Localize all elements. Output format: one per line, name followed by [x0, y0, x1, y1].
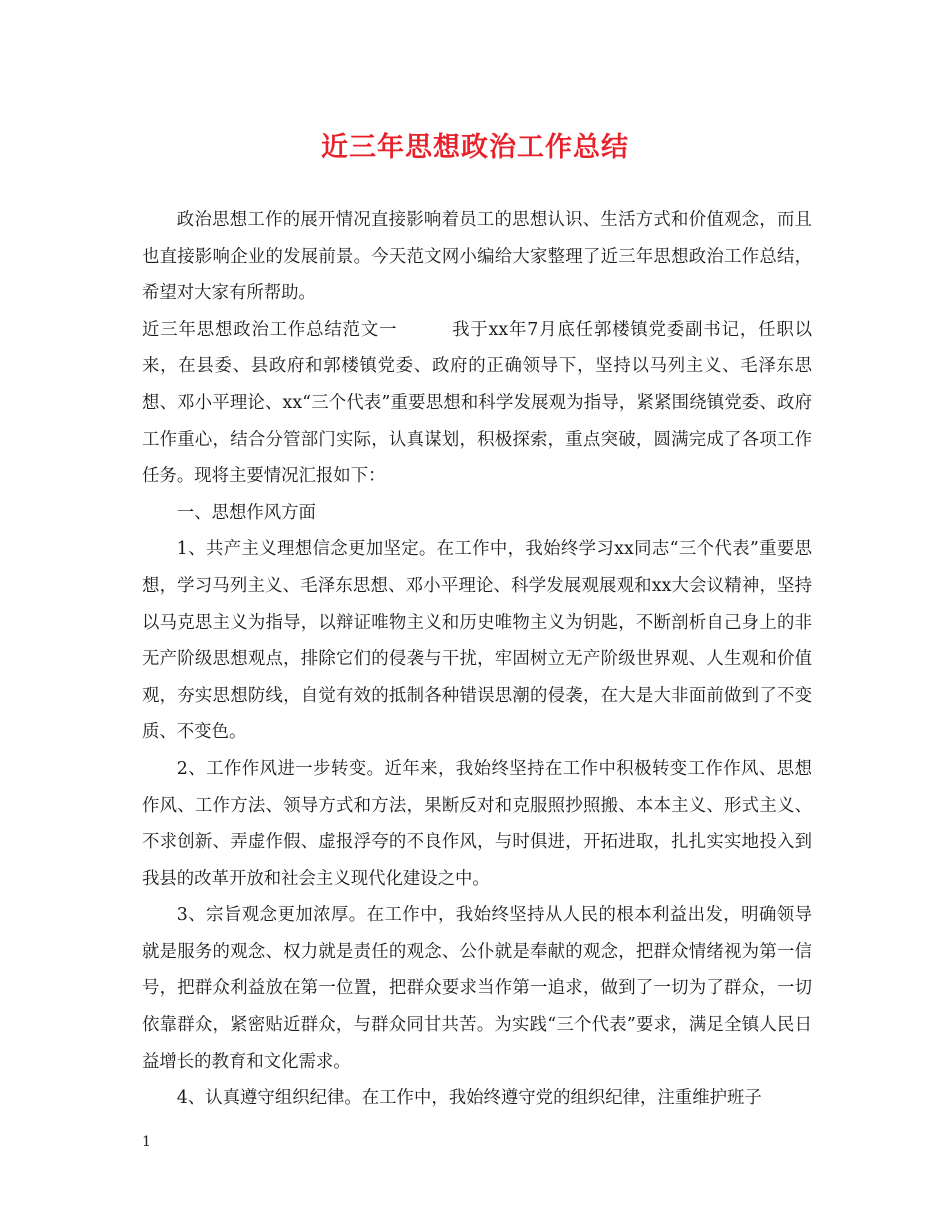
paragraph: 4、认真遵守组织纪律。在工作中，我始终遵守党的组织纪律，注重维护班子	[176, 1088, 762, 1109]
document-title: 近三年思想政治工作总结	[321, 132, 629, 163]
document-body	[142, 202, 812, 1117]
paragraph: 1、共产主义理想信念更加坚定。在工作中，我始终学习xx同志“三个代表”重要思想，学习马列主义、毛泽东思想、邓小平理论、科学发展观展观和xx大会议精神，坚持以马克思主义为指导，以辩证唯物主义和历史唯物主义为钥匙，不断剖析自己身上的非无产阶级思想观点，排除它们的侵袭与干扰，牢固树立无产阶级世界观、人生观和价值观，夯实思想防线，自觉有效的抵制各种错误思潮的侵袭，在大是大非面前做到了不变质、不变色。	[142, 539, 812, 743]
paragraph: 3、宗旨观念更加浓厚。在工作中，我始终坚持从人民的根本利益出发，明确领导就是服务的观念、权力就是责任的观念、公仆就是奉献的观念，把群众情绪视为第一信号，把群众利益放在第一位置，把群众要求当作第一追求，做到了一切为了群众，一切依靠群众，紧密贴近群众，与群众同甘共苦。为实践“三个代表”要求，满足全镇人民日益增长的教育和文化需求。	[142, 905, 812, 1072]
paragraph: 2、工作作风进一步转变。近年来，我始终坚持在工作中积极转变工作作风、思想作风、工作方法、领导方式和方法，果断反对和克服照抄照搬、本本主义、形式主义、不求创新、弄虚作假、虚报浮夸的不良作风，与时俱进，开拓进取，扎扎实实地投入到我县的改革开放和社会主义现代化建设之中。	[142, 758, 812, 889]
page-number: 1	[142, 1134, 151, 1150]
paragraph: 政治思想工作的展开情况直接影响着员工的思想认识、生活方式和价值观念，而且也直接影响企业的发展前景。今天范文网小编给大家整理了近三年思想政治工作总结，希望对大家有所帮助。	[142, 210, 812, 304]
paragraph: 近三年思想政治工作总结范文一 我于xx年7月底任郭楼镇党委副书记，任职以来，在县委、县政府和郭楼镇党委、政府的正确领导下，坚持以马列主义、毛泽东思想、邓小平理论、xx“三个代表”重要思想和科学发展观为指导，紧紧围绕镇党委、政府工作重心，结合分管部门实际，认真谋划，积极探索，重点突破，圆满完成了各项工作任务。现将主要情况汇报如下：	[142, 319, 812, 487]
section-heading: 一、思想作风方面	[176, 502, 316, 523]
